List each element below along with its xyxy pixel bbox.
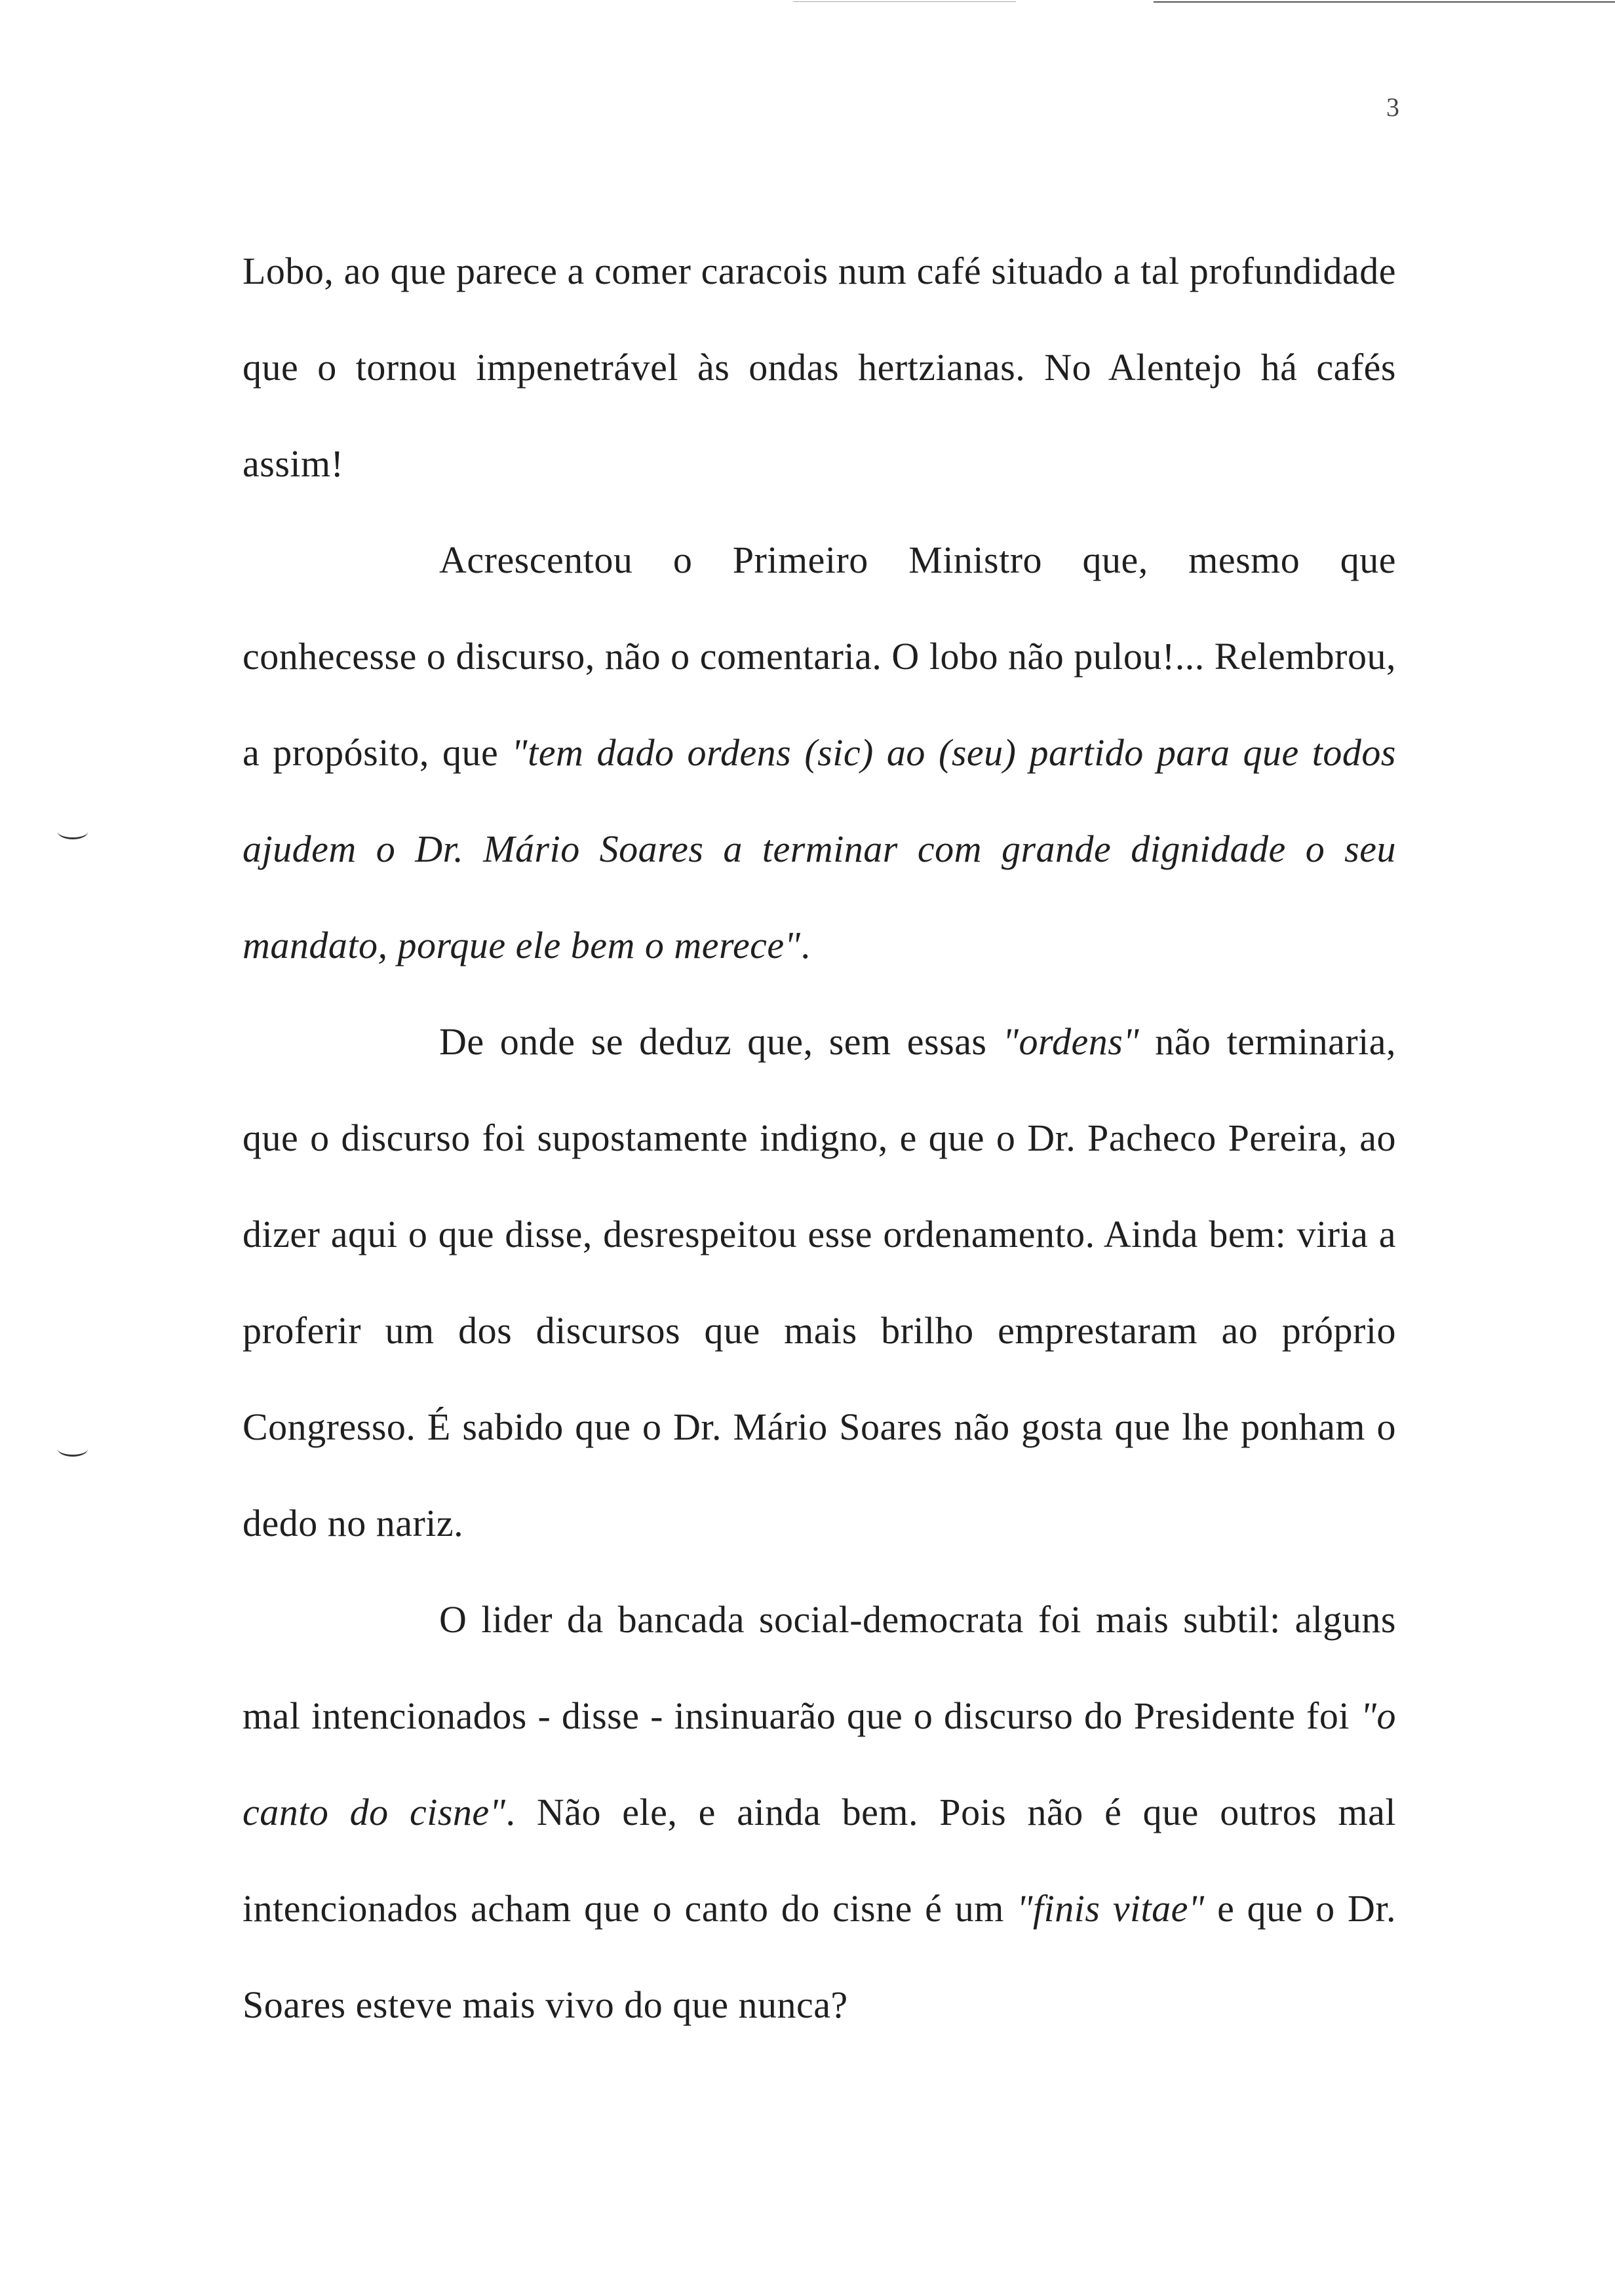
scan-edge-line	[793, 1, 1016, 2]
quoted-text: "o canto do cisne"	[243, 1694, 1396, 1833]
text-segment: e que o Dr. Soares esteve mais vivo do que nunca?	[243, 1887, 1396, 2026]
paragraph-1	[243, 223, 1396, 512]
page-number: 3	[1386, 92, 1399, 122]
paragraph-2	[243, 512, 1396, 993]
text-segment: . Não ele, e ainda bem. Pois não é que outros mal intencionados acham que o canto do cisne é um	[243, 1791, 1397, 1930]
paragraph-4	[243, 1571, 1396, 2053]
margin-punch-mark	[58, 1442, 88, 1457]
quoted-text: "finis vitae"	[1017, 1887, 1205, 1930]
text-segment: não terminaria, que o discurso foi supostamente indigno, e que o Dr. Pacheco Pereira, ao dizer aqui o que disse, desrespeitou esse ordenamento. Ainda bem: viria a proferir um dos discursos que mais brilho emprestaram ao próprio Congresso. É sabido que o Dr. Mário Soares não gosta que lhe ponham o dedo no nariz.	[243, 1020, 1397, 1544]
text-segment: O lider da bancada social-democrata foi mais subtil: alguns mal intencionados - disse - insinuarão que o discurso do Presidente foi	[243, 1598, 1396, 1737]
text-segment: De onde se deduz que, sem essas	[439, 1020, 1003, 1063]
paragraph-3	[243, 993, 1396, 1571]
body-text	[243, 223, 1396, 2053]
text-segment: Lobo, ao que parece a comer caracois num café situado a tal profundidade que o tornou impenetrável às ondas hertzianas. No Alentejo há cafés assim!	[243, 250, 1396, 485]
quoted-text: "tem dado ordens (sic) ao (seu) partido para que todos ajudem o Dr. Mário Soares a terminar com grande dignidade o seu mandato, porque ele bem o merece"	[243, 731, 1396, 966]
text-segment: Acrescentou o Primeiro Ministro que, mesmo que conhecesse o discurso, não o comentaria. O lobo não pulou!... Relembrou, a propósito, que	[243, 539, 1396, 774]
scan-edge-line	[1154, 1, 1615, 3]
margin-punch-mark	[58, 824, 88, 839]
quoted-text: "ordens"	[1002, 1020, 1140, 1063]
text-segment: .	[800, 924, 811, 966]
